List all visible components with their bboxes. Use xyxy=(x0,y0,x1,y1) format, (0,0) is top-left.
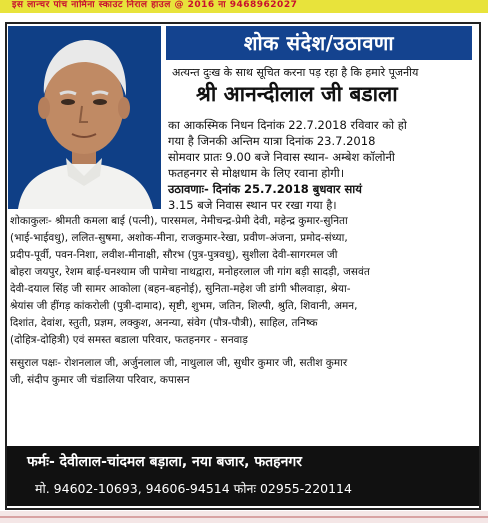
top-strip-text: इस लान्चर पांच नामिना स्काउट निराल हाउल @ 2016 ना 9468962027 xyxy=(12,0,298,10)
mourners-line: प्रदीप-पूर्वी, पवन-निशा, लवीश-मीनाक्षी, सौरभ (पुत्र-पुत्रवधु), सुशीला देवी-सागरमल जी xyxy=(10,249,338,261)
mourners-line: शोकाकुलः- श्रीमती कमला बाई (पत्नी), पारसमल, नेमीचन्द्र-प्रेमी देवी, महेन्द्र कुमार-सुनिता xyxy=(10,215,348,227)
portrait-photo xyxy=(8,26,161,209)
mourners-line: देवी-दयाल सिंह जी सामर आकोला (बहन-बहनोई), सुनिता-महेश जी डांगी भीलवाड़ा, श्रेया- xyxy=(10,283,351,295)
body-line: 3.15 बजे निवास स्थान पर रखा गया है। xyxy=(168,198,337,212)
notice-title: शोक संदेश/उठावणा xyxy=(166,26,472,60)
body-line: का आकस्मिक निधन दिनांक 22.7.2018 रविवार को हो xyxy=(168,118,407,132)
footer-bar xyxy=(7,446,479,506)
inlaws-line: ससुराल पक्षः- रोशनलाल जी, अर्जुनलाल जी, नाथुलाल जी, सुधीर कुमार जी, सतीश कुमार xyxy=(10,357,348,369)
uthavna-line: उठावणाः- दिनांक 25.7.2018 बुधवार सायं xyxy=(168,182,362,196)
firm-name: फर्मः- देवीलाल-चांदमल बड़ाला, नया बजार, फतहनगर xyxy=(27,454,302,470)
mourners-line: (भाई-भाईवधु), ललित-सुषमा, अशोक-मीना, राजकुमार-रेखा, प्रवीण-अंजना, प्रमोद-संध्या, xyxy=(10,232,348,244)
body-line: गया है जिनकी अन्तिम यात्रा दिनांक 23.7.2018 xyxy=(168,134,376,148)
deceased-name: श्री आनन्दीलाल जी बडाला xyxy=(196,82,398,106)
bottom-strip xyxy=(0,511,488,523)
body-line: फतहनगर से मोक्षधाम के लिए रवाना होगी। xyxy=(168,166,345,180)
mourners-line: दिशांत, देवांश, स्तुती, प्रज्ञम, लक्कुश, अनन्या, संवेग (पौत्र-पौत्री), साहिल, तनिष्क xyxy=(10,317,318,329)
top-strip xyxy=(0,0,488,13)
mourners-line: श्रेयांस जी हींगड़ कांकरोली (पुत्री-दामाद), सृष्टी, शुभम, जतिन, शिल्पी, श्रुति, शिवानी, अमन, xyxy=(10,300,358,312)
body-line: सोमवार प्रातः 9.00 बजे निवास स्थान- अम्बेश कॉलोनी xyxy=(168,150,395,164)
inlaws-line: जी, संदीप कुमार जी चंडालिया परिवार, कपासन xyxy=(10,374,190,386)
mourners-line: बोहरा जयपुर, रेशम बाई-घनश्याम जी पामेचा नाथद्वारा, मनोहरलाल जी गांग बड़ी सादड़ी, जसवंत xyxy=(10,266,370,278)
mourners-line: (दोहित्र-दोहित्री) एवं समस्त बडाला परिवार, फतहनगर - सनवाड़ xyxy=(10,334,248,346)
contact-numbers: मो. 94602-10693, 94606-94514 फोनः 02955-220114 xyxy=(35,481,352,496)
intro-text: अत्यन्त दुःख के साथ सूचित करना पड़ रहा है कि हमारे पूजनीय xyxy=(172,66,419,79)
